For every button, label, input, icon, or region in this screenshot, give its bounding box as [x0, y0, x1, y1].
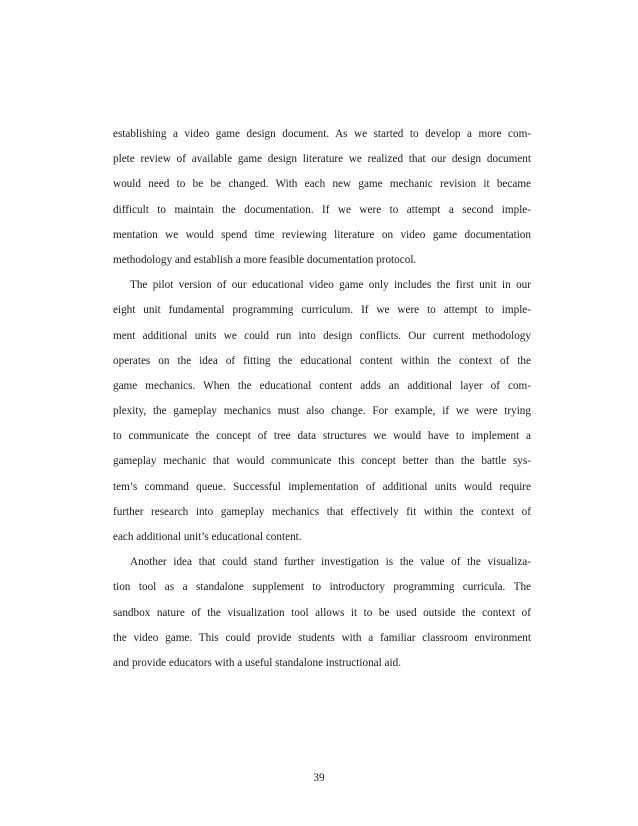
text-line: mentation we would spend time reviewing literature on video game documentation [113, 228, 531, 241]
text-line: methodology and establish a more feasible documentation protocol. [113, 253, 417, 266]
paragraph [113, 273, 531, 550]
paragraph [113, 550, 531, 676]
page-number: 39 [313, 772, 325, 784]
text-line: difficult to maintain the documentation. If we were to attempt a second imple- [113, 203, 531, 216]
text-line: eight unit fundamental programming curriculum. If we were to attempt to imple- [113, 304, 531, 317]
text-line: establishing a video game design document. As we started to develop a more com- [113, 128, 531, 140]
text-line: sandbox nature of the visualization tool allows it to be used outside the context of [113, 606, 531, 619]
text-line: The pilot version of our educational video game only includes the first unit in our [130, 279, 531, 292]
text-line: game mechanics. When the educational content adds an additional layer of com- [113, 379, 531, 392]
body-text [113, 122, 531, 676]
text-line: would need to be be changed. With each new game mechanic revision it became [113, 178, 531, 191]
text-line: plexity, the gameplay mechanics must also change. For example, if we were trying [113, 405, 531, 418]
text-line: the video game. This could provide students with a familiar classroom environment [113, 631, 531, 644]
text-line: and provide educators with a useful standalone instructional aid. [113, 656, 401, 669]
text-line: gameplay mechanic that would communicate this concept better than the battle sys- [113, 455, 531, 468]
text-line: to communicate the concept of tree data structures we would have to implement a [113, 430, 531, 443]
text-line: operates on the idea of fitting the educational content within the context of the [113, 354, 531, 367]
paragraph [113, 122, 531, 273]
text-line: ment additional units we could run into design conflicts. Our current methodology [113, 329, 531, 342]
text-line: Another idea that could stand further investigation is the value of the visualiza- [130, 556, 531, 569]
text-line: plete review of available game design literature we realized that our design document [113, 153, 531, 166]
text-line: tem’s command queue. Successful implementation of additional units would require [113, 480, 531, 493]
text-line: tion tool as a standalone supplement to introductory programming curricula. The [113, 581, 531, 594]
text-line: each additional unit’s educational content. [113, 531, 302, 543]
text-line: further research into gameplay mechanics that effectively fit within the context of [113, 505, 531, 518]
